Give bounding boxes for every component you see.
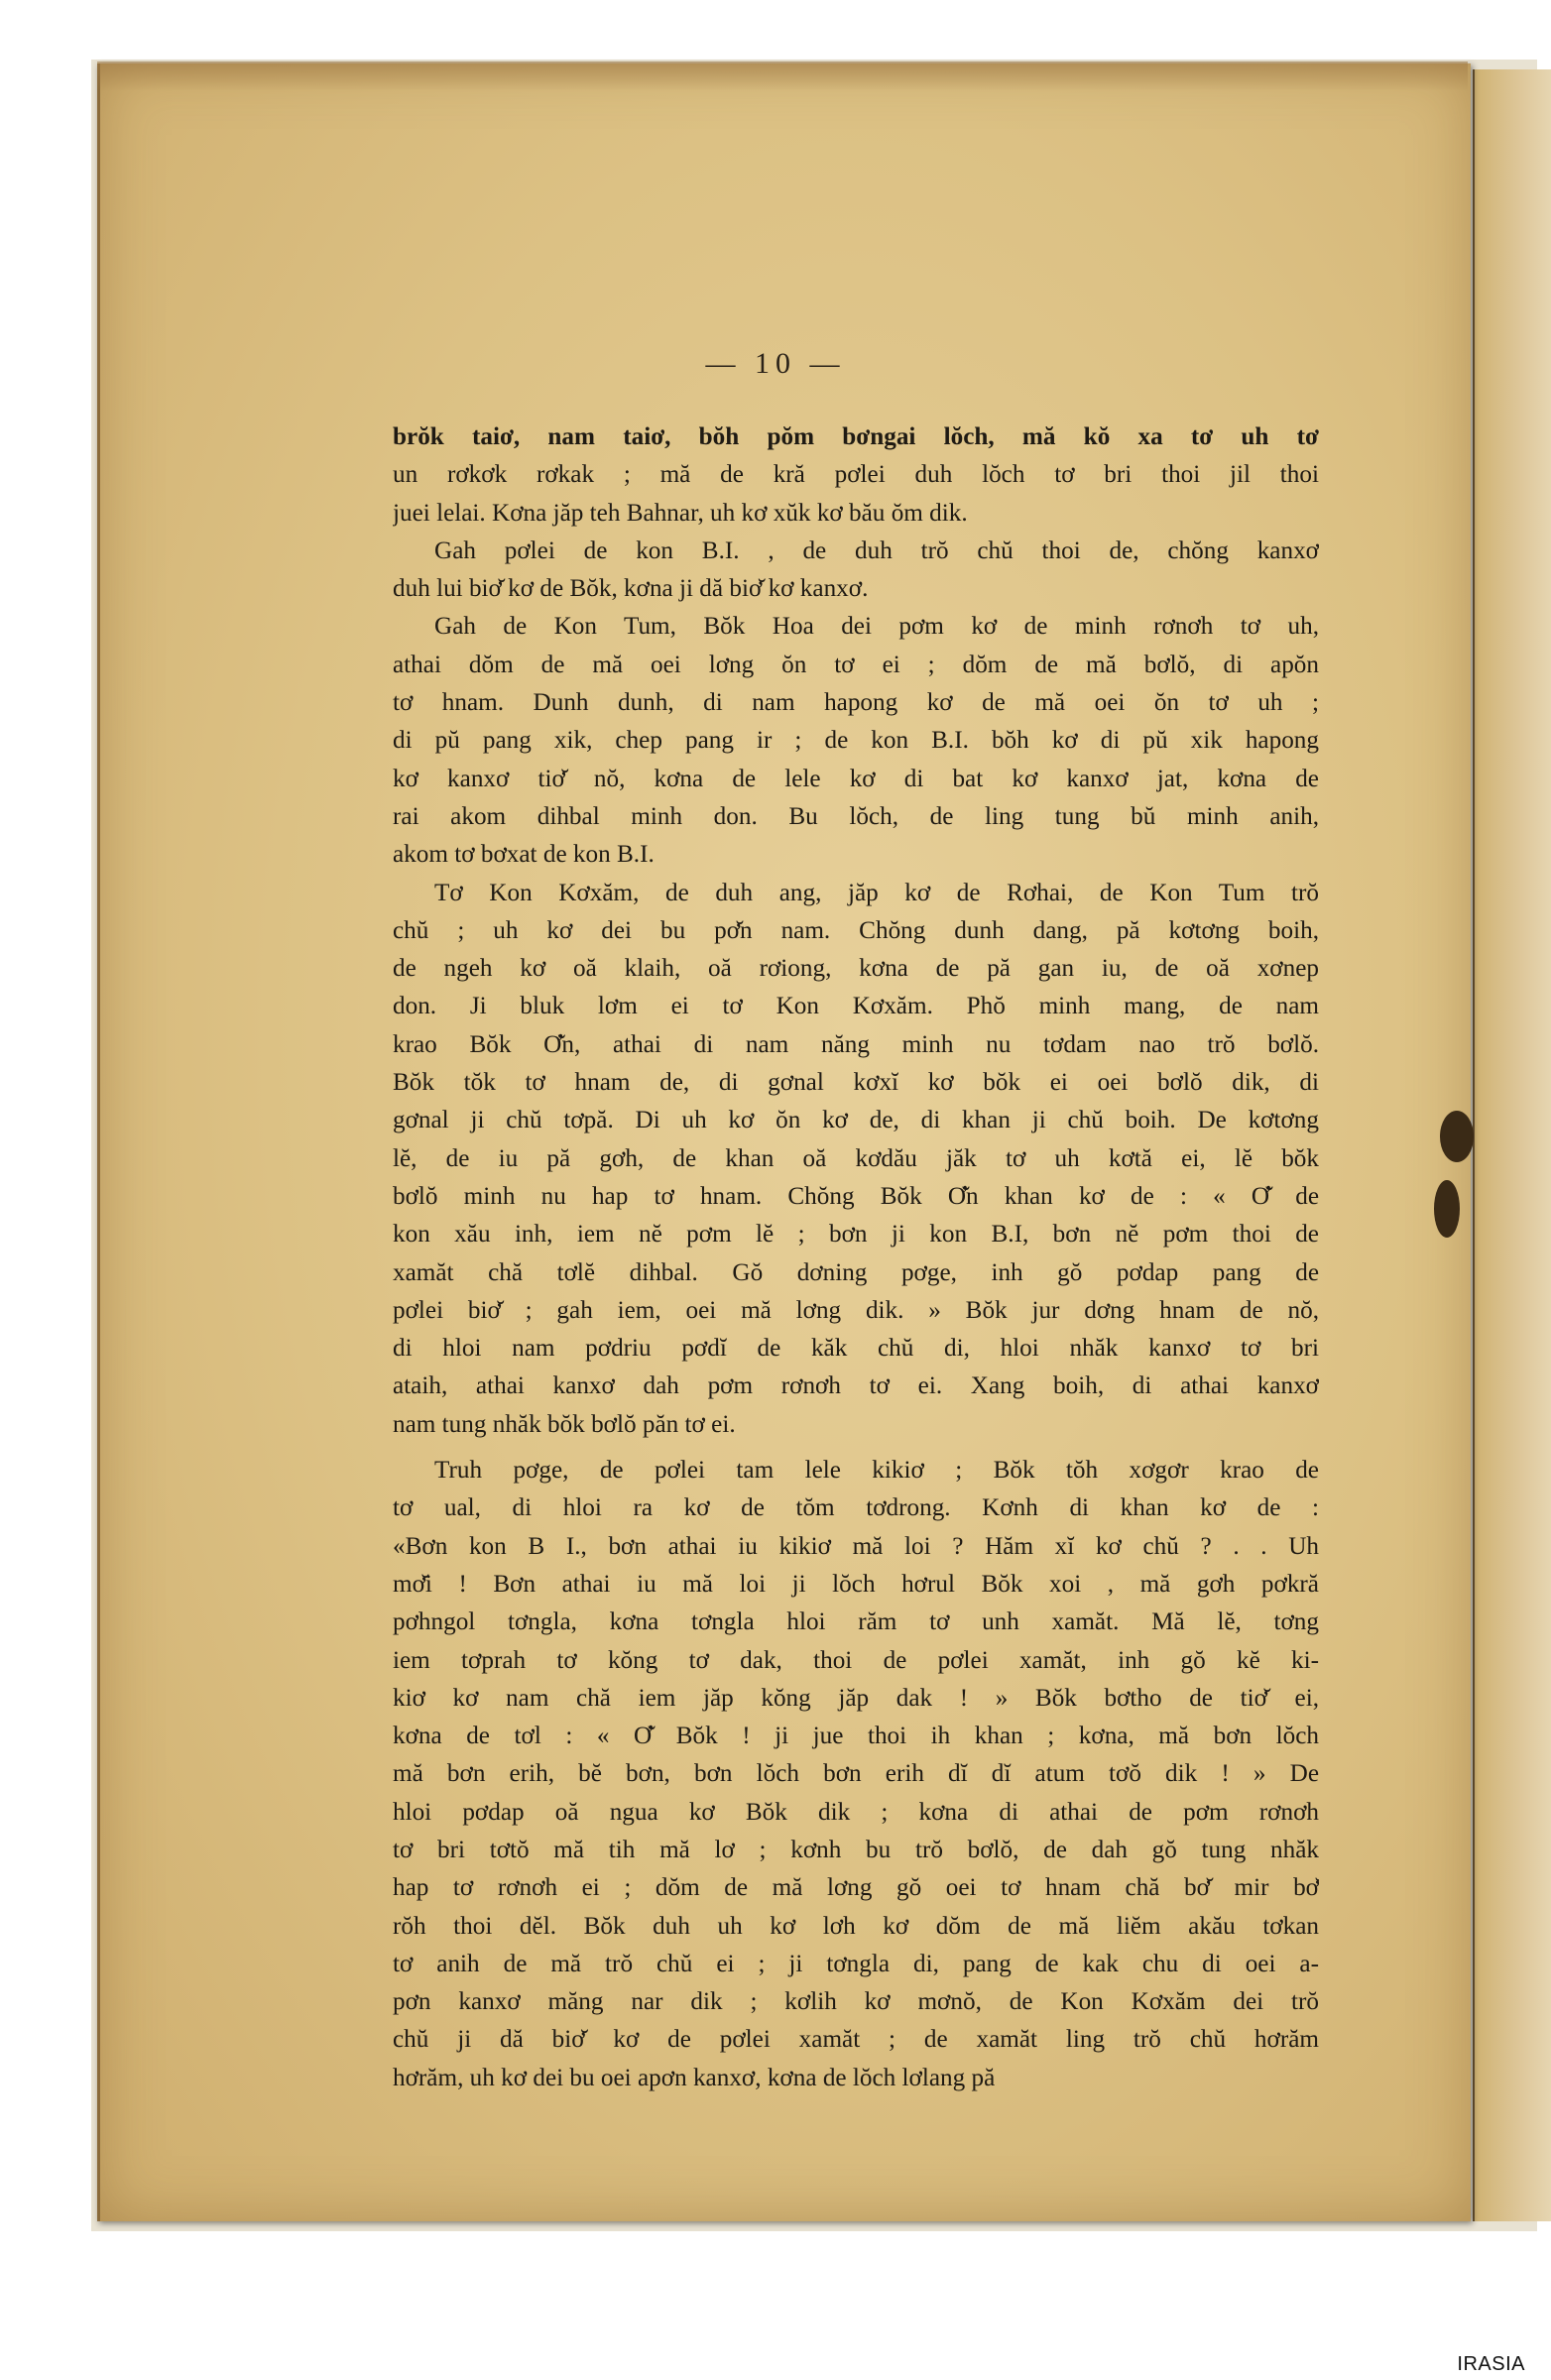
text-line: kơna de tơl : « Ơ̆ Bŏk ! ji jue thoi ih khan ; kơna, mă bơn lŏch xyxy=(393,1723,1319,1750)
text-line: tơ ual, di hloi ra kơ de tŏm tơdrong. Kơnh di khan kơ de : xyxy=(393,1494,1319,1522)
text-line: don. Ji bluk lơm ei tơ Kon Kơxăm. Phŏ minh mang, de nam xyxy=(393,993,1319,1020)
text-line: chŭ ji dă biơ̆ kơ de pơlei xamăt ; de xamăt ling trŏ chŭ hơrăm xyxy=(393,2026,1319,2054)
text-line: chŭ ; uh kơ dei bu pơ̆n nam. Chŏng dunh dang, pă kơtơng boih, xyxy=(393,916,1319,944)
text-line: tơ bri tơtŏ mă tih mă lơ ; kơnh bu trŏ bơlŏ, de dah gŏ tung nhăk xyxy=(393,1836,1319,1863)
text-line: kiơ kơ nam chă iem jăp kŏng jăp dak ! » Bŏk bơtho de tiơ̆ ei, xyxy=(393,1684,1319,1712)
paragraph xyxy=(393,875,1319,1444)
page-top-wear xyxy=(97,61,1468,91)
text-line: ataih, athai kanxơ dah pơm rơnơh tơ ei. Xang boih, di athai kanxơ xyxy=(393,1372,1319,1400)
page-number: — 10 — xyxy=(705,347,846,380)
text-line: hơrăm, uh kơ dei bu oei apơn kanxơ, kơna de lŏch lơlang pă xyxy=(393,2064,996,2091)
text-line: brŏk taiơ, nam taiơ, bŏh pŏm bơngai lŏch, mă kŏ xa tơ uh tơ xyxy=(393,423,1319,450)
text-line: bơlŏ minh nu hap tơ hnam. Chŏng Bŏk Ơ̆n khan kơ de : « Ơ̆ de xyxy=(393,1182,1319,1210)
text-line: xamăt chă tơlĕ dihbal. Gŏ dơning pơge, inh gŏ pơdap pang de xyxy=(393,1258,1319,1286)
text-line: Gah de Kon Tum, Bŏk Hoa dei pơm kơ de minh rơnơh tơ uh, xyxy=(434,613,1319,641)
burn-mark xyxy=(1440,1111,1474,1162)
text-line: akom tơ bơxat de kon B.I. xyxy=(393,841,655,869)
text-line: rai akom dihbal minh don. Bu lŏch, de ling tung bŭ minh anih, xyxy=(393,802,1319,830)
text-line: Tơ Kon Kơxăm, de duh ang, jăp kơ de Rơhai, de Kon Tum trŏ xyxy=(434,879,1319,906)
text-line: hloi pơdap oă ngua kơ Bŏk dik ; kơna di athai de pơm rơnơh xyxy=(393,1798,1319,1826)
text-line: gơnal ji chŭ tơpă. Di uh kơ ŏn kơ de, di khan ji chŭ boih. De kơtơng xyxy=(393,1107,1319,1134)
text-line: krao Bŏk Ơ̆n, athai di nam năng minh nu tơdam nao trŏ bơlŏ. xyxy=(393,1030,1319,1058)
text-line: duh lui biơ̆ kơ de Bŏk, kơna ji dă biơ̆ kơ kanxơ. xyxy=(393,575,869,603)
text-line: kơ kanxơ tiơ̆ nŏ, kơna de lele kơ di bat kơ kanxơ jat, kơna de xyxy=(393,765,1319,792)
text-line: rŏh thoi dĕl. Bŏk duh uh kơ lơh kơ dŏm de mă liĕm akău tơkan xyxy=(393,1912,1319,1940)
text-line: un rơkơk rơkak ; mă de kră pơlei duh lŏch tơ bri thoi jil thoi xyxy=(393,461,1319,489)
text-line: kon xău inh, iem nĕ pơm lĕ ; bơn ji kon B.I, bơn nĕ pơm thoi de xyxy=(393,1221,1319,1249)
text-line: athai dŏm de mă oei lơng ŏn tơ ei ; dŏm de mă bơlŏ, di apŏn xyxy=(393,651,1319,678)
text-line: lĕ, de iu pă gơh, de khan oă kơdău jăk tơ uh kơtă ei, lĕ bŏk xyxy=(393,1144,1319,1172)
text-line: hap tơ rơnơh ei ; dŏm de mă lơng gŏ oei tơ hnam chă bơ̆ mir bơ̆ xyxy=(393,1874,1319,1902)
text-line: «Bơn kon B I., bơn athai iu kikiơ mă loi ? Hăm xĭ kơ chŭ ? . . Uh xyxy=(393,1532,1319,1560)
text-line: di pŭ pang xik, chep pang ir ; de kon B.I. bŏh kơ di pŭ xik hapong xyxy=(393,727,1319,755)
paragraph xyxy=(393,608,1319,874)
text-line: Bŏk tŏk tơ hnam de, di gơnal kơxĭ kơ bŏk ei oei bơlŏ dik, di xyxy=(393,1069,1319,1097)
burn-mark xyxy=(1434,1180,1460,1238)
text-line: Truh pơge, de pơlei tam lele kikiơ ; Bŏk tŏh xơgơr krao de xyxy=(434,1457,1319,1485)
paragraph xyxy=(393,418,1319,533)
paragraph-gap xyxy=(393,1444,1319,1452)
text-line: pơn kanxơ măng nar dik ; kơlih kơ mơnŏ, de Kon Kơxăm dei trŏ xyxy=(393,1988,1319,2016)
text-line: tơ anih de mă trŏ chŭ ei ; ji tơngla di, pang de kak chu di oei a- xyxy=(393,1950,1319,1977)
adjacent-page-edge xyxy=(1473,69,1551,2221)
text-line: pơlei biơ̆ ; gah iem, oei mă lơng dik. » Bŏk jur dơng hnam de nŏ, xyxy=(393,1296,1319,1324)
body-text xyxy=(393,418,1319,2097)
text-line: de ngeh kơ oă klaih, oă rơiong, kơna de pă gan iu, de oă xơnep xyxy=(393,955,1319,983)
text-line: tơ hnam. Dunh dunh, di nam hapong kơ de mă oei ŏn tơ uh ; xyxy=(393,689,1319,717)
paragraph xyxy=(393,1452,1319,2097)
paragraph xyxy=(393,533,1319,609)
text-line: mơ̆i ! Bơn athai iu mă loi ji lŏch hơrul Bŏk xoi , mă gơh pơkră xyxy=(393,1570,1319,1598)
text-line: mă bơn erih, bĕ bơn, bơn lŏch bơn erih dĭ dĭ atum tơŏ dik ! » De xyxy=(393,1760,1319,1788)
text-line: iem tơprah tơ kŏng tơ dak, thoi de pơlei xamăt, inh gŏ kĕ ki- xyxy=(393,1646,1319,1674)
text-line: juei lelai. Kơna jăp teh Bahnar, uh kơ xŭk kơ bău ŏm dik. xyxy=(393,499,968,527)
text-line: di hloi nam pơdriu pơdĭ de kăk chŭ di, hloi nhăk kanxơ tơ bri xyxy=(393,1335,1319,1363)
source-watermark: IRASIA xyxy=(1457,2353,1525,2375)
text-line: Gah pơlei de kon B.I. , de duh trŏ chŭ thoi de, chŏng kanxơ xyxy=(434,536,1319,564)
text-line: pơhngol tơngla, kơna tơngla hloi răm tơ unh xamăt. Mă lĕ, tơng xyxy=(393,1608,1319,1636)
text-line: nam tung nhăk bŏk bơlŏ păn tơ ei. xyxy=(393,1410,736,1438)
